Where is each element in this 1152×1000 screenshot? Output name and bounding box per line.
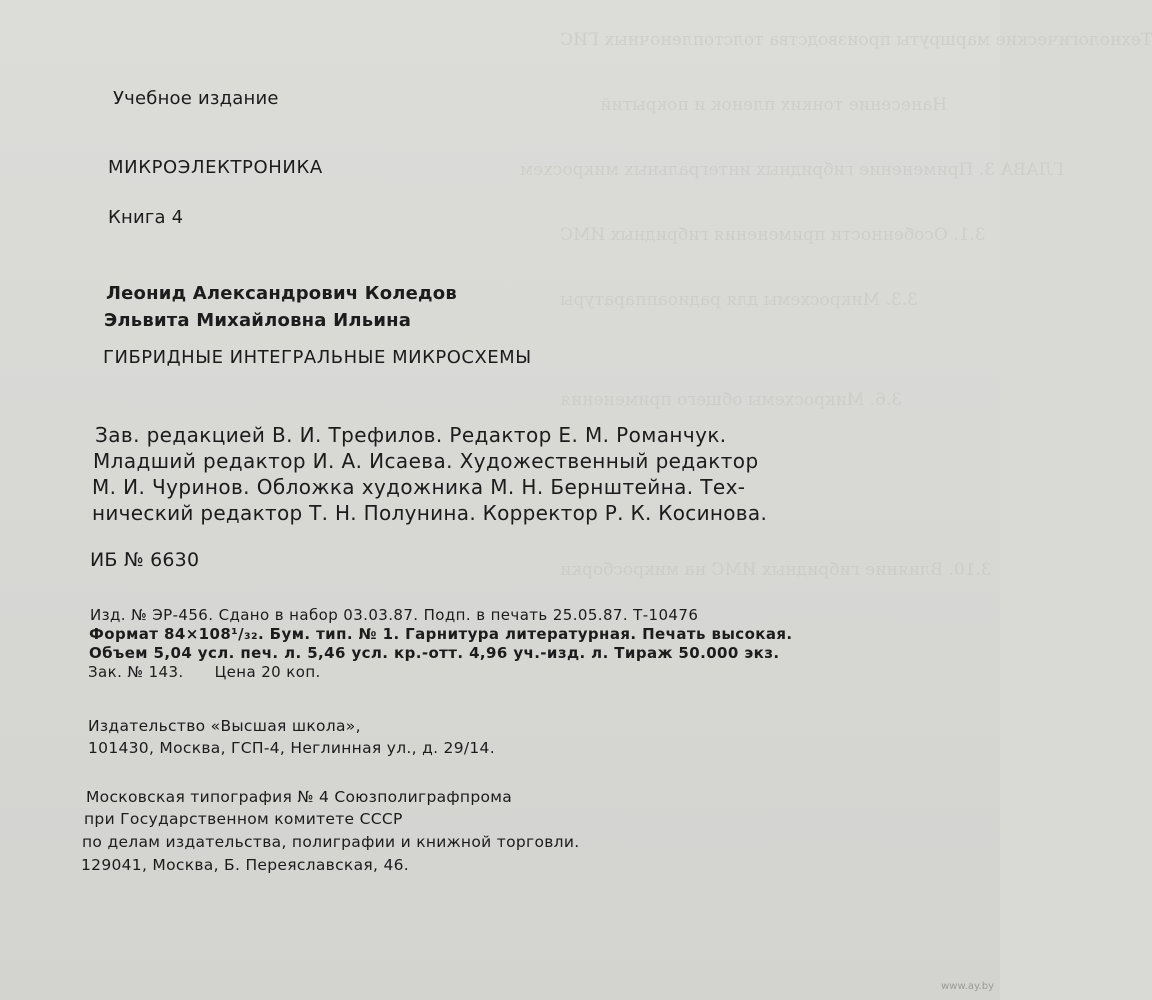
publisher-line-1: Издательство «Высшая школа», [88, 717, 361, 735]
editors-line-3: М. И. Чуринов. Обложка художника М. Н. Бернштейна. Тех- [92, 475, 746, 499]
watermark: www.ay.by [941, 981, 994, 992]
book-title: ГИБРИДНЫЕ ИНТЕГРАЛЬНЫЕ МИКРОСХЕМЫ [103, 347, 532, 368]
print-details-line-3: Объем 5,04 усл. печ. л. 5,46 усл. кр.-отт. 4,96 уч.-изд. л. Тираж 50.000 экз. [89, 644, 780, 662]
print-details-line-2: Формат 84×108¹/₃₂. Бум. тип. № 1. Гарнитура литературная. Печать высокая. [89, 625, 793, 643]
author-2: Эльвита Михайловна Ильина [104, 310, 412, 331]
bleed-through-text: 3.1. Особенности применения гибридных ИМС [560, 225, 986, 245]
printer-line-1: Московская типография № 4 Союзполиграфпрома [86, 788, 513, 806]
print-details-line-4: Зак. № 143. Цена 20 коп. [88, 663, 321, 681]
bleed-through-text: 3.3. Микросхемы для радиоаппаратуры [560, 290, 918, 310]
bleed-through-text: Технологические маршруты производства толстопленочных ГИС [560, 30, 1152, 50]
edition-type: Учебное издание [113, 88, 279, 109]
editors-line-4: нический редактор Т. Н. Полунина. Корректор Р. К. Косинова. [92, 501, 768, 525]
editors-line-1: Зав. редакцией В. И. Трефилов. Редактор Е. М. Романчук. [95, 423, 727, 447]
print-details-line-1: Изд. № ЭР-456. Сдано в набор 03.03.87. Подп. в печать 25.05.87. Т-10476 [90, 606, 699, 624]
printer-line-3: по делам издательства, полиграфии и книжной торговли. [82, 833, 580, 851]
book-number: Книга 4 [108, 207, 184, 228]
bleed-through-text: Нанесение тонких пленок и покрытий [600, 95, 948, 115]
bleed-through-text: 3.10. Влияние гибридных ИМС на микросборки [560, 560, 992, 580]
publisher-line-2: 101430, Москва, ГСП-4, Неглинная ул., д. 29/14. [88, 739, 495, 757]
editors-line-2: Младший редактор И. А. Исаева. Художественный редактор [93, 449, 759, 473]
series-title: МИКРОЭЛЕКТРОНИКА [108, 157, 323, 178]
printer-line-2: при Государственном комитете СССР [84, 810, 403, 828]
author-1: Леонид Александрович Коледов [106, 283, 457, 304]
bleed-through-text: ГЛАВА 3. Применение гибридных интегральных микросхем [520, 160, 1065, 180]
printer-line-4: 129041, Москва, Б. Переяславская, 46. [81, 856, 410, 874]
bleed-through-text: 3.6. Микросхемы общего применения [560, 390, 903, 410]
ib-number: ИБ № 6630 [90, 549, 200, 571]
